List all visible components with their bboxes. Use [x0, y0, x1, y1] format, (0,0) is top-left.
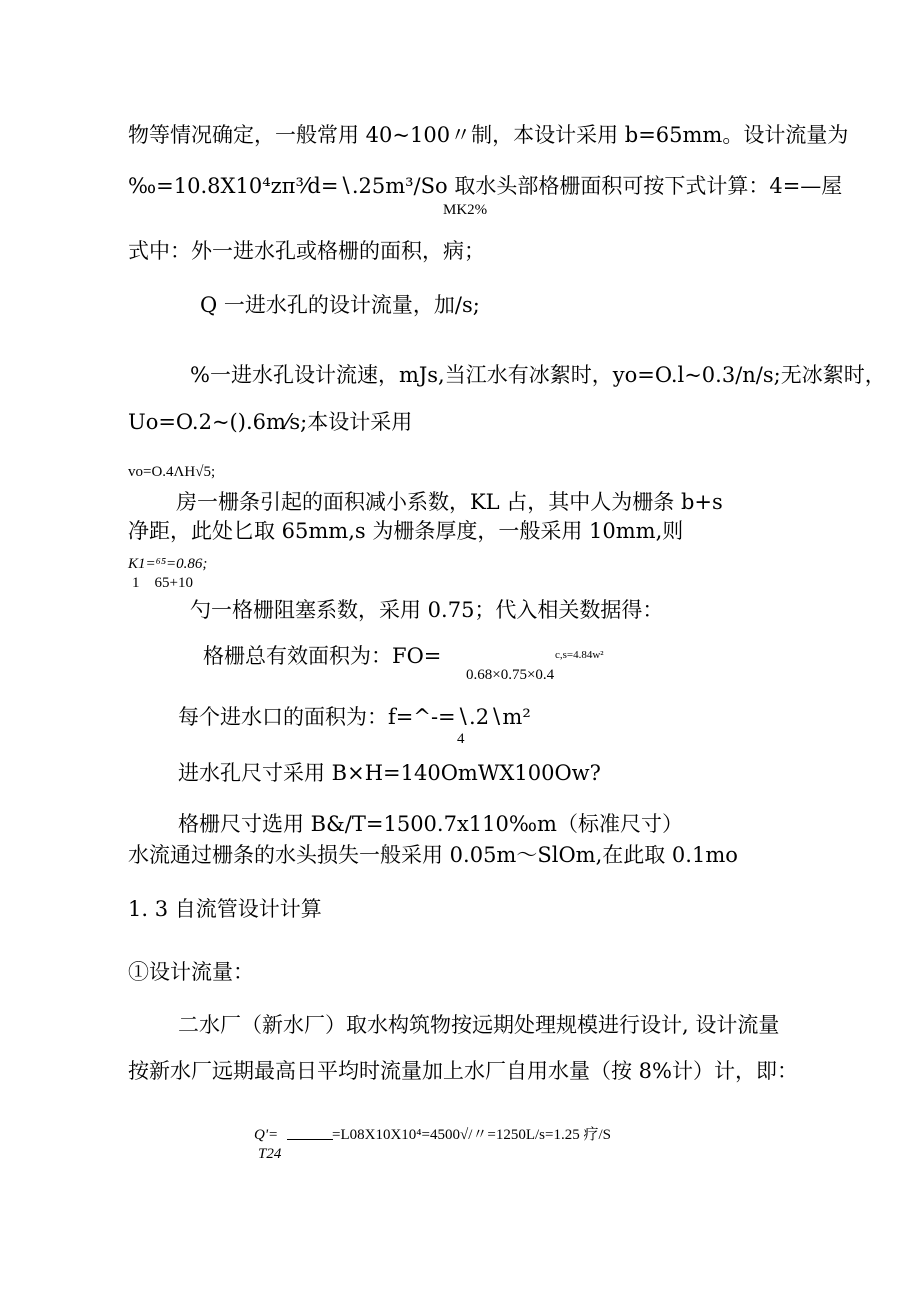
text-line-13: 每个进水口的面积为：f=^-=∖.2∖m² — [178, 705, 531, 729]
formula-rhs: =L08X10X10⁴=4500√/〃=1250L/s=1.25 疗/S — [332, 1127, 611, 1143]
text-line-16: 水流通过栅条的水头损失一般采用 0.05m～SlOm,在此取 0.1mo — [128, 843, 738, 867]
text-line-20: 按新水厂远期最高日平均时流量加上水厂自用水量（按 8%计）计，即： — [128, 1059, 798, 1083]
text-line-2: ‰=10.8X10⁴zπ³⁄d=∖.25m³/So 取水头部格栅面积可按下式计算：4=—屋 — [128, 174, 843, 198]
text-line-3: 式中：外一进水孔或格栅的面积，病； — [128, 239, 485, 263]
text-line-4: Q 一进水孔的设计流量，加/s; — [200, 293, 480, 317]
text-line-6: Uo=O.2~().6m⁄s;本设计采用 — [128, 410, 413, 434]
text-line-7: vo=O.4ΛH√5; — [128, 464, 216, 480]
text-line-11: 勺一格栅阻塞系数，采用 0.75；代入相关数据得： — [190, 598, 664, 622]
text-line-18: ①设计流量： — [128, 960, 254, 984]
formula-denominator: T24 — [258, 1146, 282, 1162]
text-line-5: %一进水孔设计流速，mJs,当江水有冰絮时，yo=O.l~0.3/n/s;无冰絮时， — [190, 363, 886, 387]
fraction-bar — [285, 1131, 335, 1147]
formula-denominator: MK2% — [443, 202, 488, 218]
text-line-9: 净距，此处匕取 65mm,s 为栅条厚度，一般采用 10mm,则 — [128, 519, 684, 543]
text-line-8: 房一栅条引起的面积减小系数，KL 占，其中人为栅条 b+s — [176, 490, 723, 514]
formula-lhs: Q'= — [254, 1127, 279, 1143]
text-line-19: 二水厂（新水厂）取水构筑物按远期处理规模进行设计, 设计流量 — [178, 1013, 780, 1037]
formula-denominator: 1 65+10 — [132, 575, 193, 591]
text-line-10: K1=⁶⁵=0.86; — [128, 556, 208, 572]
formula-denominator: 4 — [457, 731, 465, 747]
formula-result: c,s=4.84w² — [555, 649, 604, 661]
formula-denominator: 0.68×0.75×0.4 — [466, 667, 555, 683]
text-line-14: 进水孔尺寸采用 B×H=140OmWX100Ow? — [178, 761, 601, 785]
section-heading: 1. 3 自流管设计计算 — [128, 897, 322, 921]
text-line-12: 格栅总有效面积为：FO= — [203, 644, 442, 668]
text-line-15: 格栅尺寸选用 B&/T=1500.7x110‰m（标准尺寸） — [178, 812, 683, 836]
text-line-1: 物等情况确定，一般常用 40~100〃制，本设计采用 b=65mm。设计流量为 — [128, 123, 849, 147]
